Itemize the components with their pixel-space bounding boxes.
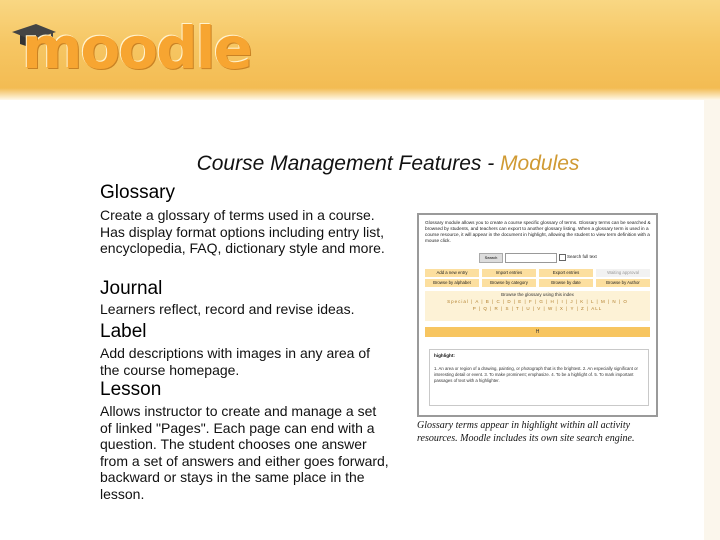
glossary-tabs: [425, 269, 650, 287]
fulltext-checkbox[interactable]: [559, 254, 566, 261]
tab-waiting-approval[interactable]: Waiting approval: [596, 269, 650, 277]
section-body-journal: Learners reflect, record and revise ideas.: [100, 301, 355, 317]
tab-import-entries[interactable]: Import entries: [482, 269, 536, 277]
section-body-lesson: Allows instructor to create and manage a set of linked "Pages". Each page can end with a question. The student chooses one answer from a set of answers and either goes forward, backward or stays in the same place in the lesson.: [100, 403, 389, 502]
glossary-entry: [429, 349, 649, 406]
alphabet-index-row1[interactable]: Special | A | B | C | D | E | F | G | H | I | J | K | L | M | N | O: [447, 299, 628, 304]
glossary-screenshot: [417, 213, 658, 417]
letter-bar: H: [425, 327, 650, 337]
glossary-entry-definition: 1. An area or region of a drawing, painting, or photograph that is the brightest. 2. An especially significant or interesting detail or event. 3. To make prominent; emphasize. 4. To be a highlight of. 5. To mark important passages of text with a highlighter.: [434, 366, 638, 383]
glossary-search-button[interactable]: Search: [479, 253, 503, 263]
slide-title-accent: Modules: [500, 152, 580, 175]
browse-index-label: Browse the glossary using this index: [501, 292, 574, 297]
section-heading-journal: Journal: [100, 278, 163, 299]
section-body-glossary: Create a glossary of terms used in a course. Has display format options including entry list, encyclopedia, FAQ, dictionary style and more.: [100, 207, 385, 256]
glossary-browse-index: [425, 291, 650, 321]
tab-browse-date[interactable]: Browse by date: [539, 279, 593, 287]
tab-add-entry[interactable]: Add a new entry: [425, 269, 479, 277]
section-body-label: Add descriptions with images in any area of the course homepage.: [100, 345, 371, 378]
glossary-search-input[interactable]: [505, 253, 557, 263]
glossary-entry-term: highlight:: [434, 353, 455, 358]
slide-title-main: Course Management Features -: [196, 152, 501, 175]
section-heading-glossary: Glossary: [100, 182, 175, 203]
section-heading-label: Label: [100, 321, 147, 342]
moodle-logo[interactable]: [10, 14, 251, 82]
logo-text: moodle: [22, 14, 251, 82]
glossary-search: [479, 253, 629, 262]
tab-browse-category[interactable]: Browse by category: [482, 279, 536, 287]
section-heading-lesson: Lesson: [100, 379, 162, 400]
glossary-intro-text: Glossary module allows you to create a course specific glossary of terms. Glossary terms can be searched & browsed by students, and teachers can export to another glossary listing. When a glossary term is used in a course resource, it will appear in the document in highlight, allowing the student to view term definition with a mouse click.: [425, 220, 651, 243]
banner-fade: [0, 88, 720, 100]
fulltext-label: Search full text: [567, 254, 597, 259]
tab-export-entries[interactable]: Export entries: [539, 269, 593, 277]
tab-browse-alphabet[interactable]: Browse by alphabet: [425, 279, 479, 287]
slide-title: [0, 152, 720, 176]
screenshot-caption: Glossary terms appear in highlight within all activity resources. Moodle includes its own site search engine.: [417, 420, 635, 444]
tab-browse-author[interactable]: Browse by Author: [596, 279, 650, 287]
alphabet-index-row2[interactable]: P | Q | R | S | T | U | V | W | X | Y | Z | ALL: [472, 306, 603, 311]
